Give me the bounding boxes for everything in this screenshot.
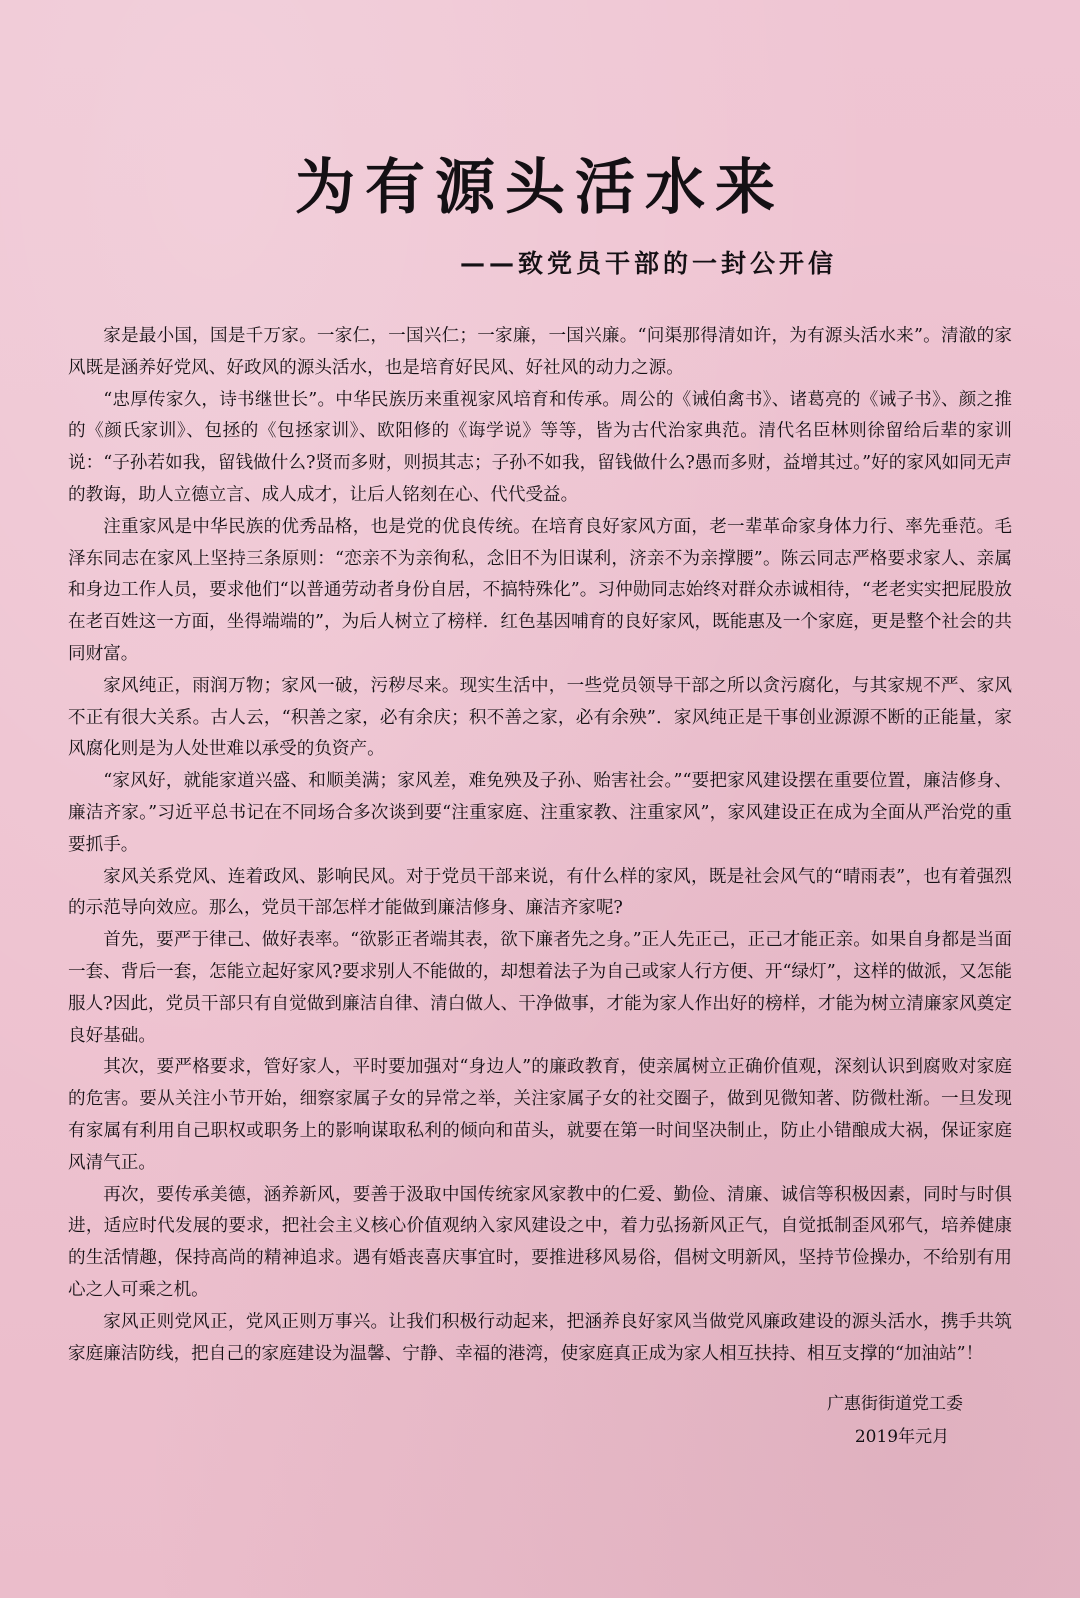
signature-organization: 广惠街街道党工委 bbox=[827, 1394, 963, 1414]
paragraph-1: 家是最小国，国是千万家。一家仁，一国兴仁；一家廉，一国兴廉。“问渠那得清如许，为有源头活水来”。清澈的家风既是涵养好党风、好政风的源头活水，也是培育好民风、好社风的动力之源。 bbox=[68, 326, 1012, 378]
paragraph-8: 其次，要严格要求，管好家人，平时要加强对“身边人”的廉政教育，使亲属树立正确价值观，深刻认识到腐败对家庭的危害。要从关注小节开始，细察家属子女的异常之举，关注家属子女的社交圈子，做到见微知著、防微杜渐。一旦发现有家属有利用自己职权或职务上的影响谋取私利的倾向和苗头，就要在第一时间坚决制止，防止小错酿成大祸，保证家庭风清气正。 bbox=[68, 1057, 1012, 1173]
paragraph-4: 家风纯正，雨润万物；家风一破，污秽尽来。现实生活中，一些党员领导干部之所以贪污腐化，与其家规不严、家风不正有很大关系。古人云，“积善之家，必有余庆；积不善之家，必有余殃”．家风纯正是干事创业源源不断的正能量，家风腐化则是为人处世难以承受的负资产。 bbox=[68, 675, 1012, 760]
letter-title: 为有源头活水来 bbox=[295, 153, 785, 223]
paragraph-9: 再次，要传承美德，涵养新风，要善于汲取中国传统家风家教中的仁爱、勤俭、清廉、诚信等积极因素，同时与时俱进，适应时代发展的要求，把社会主义核心价值观纳入家风建设之中，着力弘扬新风正气，自觉抵制歪风邪气，培养健康的生活情趣，保持高尚的精神追求。遇有婚丧喜庆事宜时，要推进移风易俗，倡树文明新风，坚持节俭操办，不给别有用心之人可乘之机。 bbox=[68, 1184, 1012, 1300]
signature-date: 2019年元月 bbox=[854, 1427, 950, 1447]
signature-block bbox=[770, 1388, 1020, 1454]
paragraph-7: 首先，要严于律己、做好表率。“欲影正者端其表，欲下廉者先之身。”正人先正己，正己才能正亲。如果自身都是当面一套、背后一套，怎能立起好家风?要求别人不能做的，却想着法子为自己或家人行方便、开“绿灯”，这样的做派，又怎能服人?因此，党员干部只有自觉做到廉洁自律、清白做人、干净做事，才能为家人作出好的榜样，才能为树立清廉家风奠定良好基础。 bbox=[68, 930, 1012, 1046]
paragraph-5: “家风好，就能家道兴盛、和顺美满；家风差，难免殃及子孙、贻害社会。”“要把家风建设摆在重要位置，廉洁修身、廉洁齐家。”习近平总书记在不同场合多次谈到要“注重家庭、注重家教、注重家风”，家风建设正在成为全面从严治党的重要抓手。 bbox=[68, 771, 1012, 855]
paragraph-3: 注重家风是中华民族的优秀品格，也是党的优良传统。在培育良好家风方面，老一辈革命家身体力行、率先垂范。毛泽东同志在家风上坚持三条原则：“恋亲不为亲徇私，念旧不为旧谋利，济亲不为亲撑腰”。陈云同志严格要求家人、亲属和身边工作人员，要求他们“以普通劳动者身份自居，不搞特殊化”。习仲勋同志始终对群众赤诚相待，“老老实实把屁股放在老百姓这一方面，坐得端端的”，为后人树立了榜样．红色基因哺育的良好家风，既能惠及一个家庭，更是整个社会的共同财富。 bbox=[68, 516, 1012, 664]
letter-subtitle: ——致党员干部的一封公开信 bbox=[460, 249, 838, 278]
paragraph-6: 家风关系党风、连着政风、影响民风。对于党员干部来说，有什么样的家风，既是社会风气的“晴雨表”，也有着强烈的示范导向效应。那么，党员干部怎样才能做到廉洁修身、廉洁齐家呢? bbox=[68, 866, 1012, 919]
paragraph-2: “忠厚传家久，诗书继世长”。中华民族历来重视家风培育和传承。周公的《诫伯禽书》、诸葛亮的《诫子书》、颜之推的《颜氏家训》、包拯的《包拯家训》、欧阳修的《诲学说》等等，皆为古代治家典范。清代名臣林则徐留给后辈的家训说：“子孙若如我，留钱做什么?贤而多财，则损其志；子孙不如我，留钱做什么?愚而多财，益增其过。”好的家风如同无声的教诲，助人立德立言、成人成才，让后人铭刻在心、代代受益。 bbox=[68, 389, 1012, 505]
letter-body bbox=[68, 321, 1012, 1370]
paragraph-10: 家风正则党风正，党风正则万事兴。让我们积极行动起来，把涵养良好家风当做党风廉政建设的源头活水，携手共筑家庭廉洁防线，把自己的家庭建设为温馨、宁静、幸福的港湾，使家庭真正成为家人相互扶持、相互支撑的“加油站”！ bbox=[68, 1311, 1012, 1364]
